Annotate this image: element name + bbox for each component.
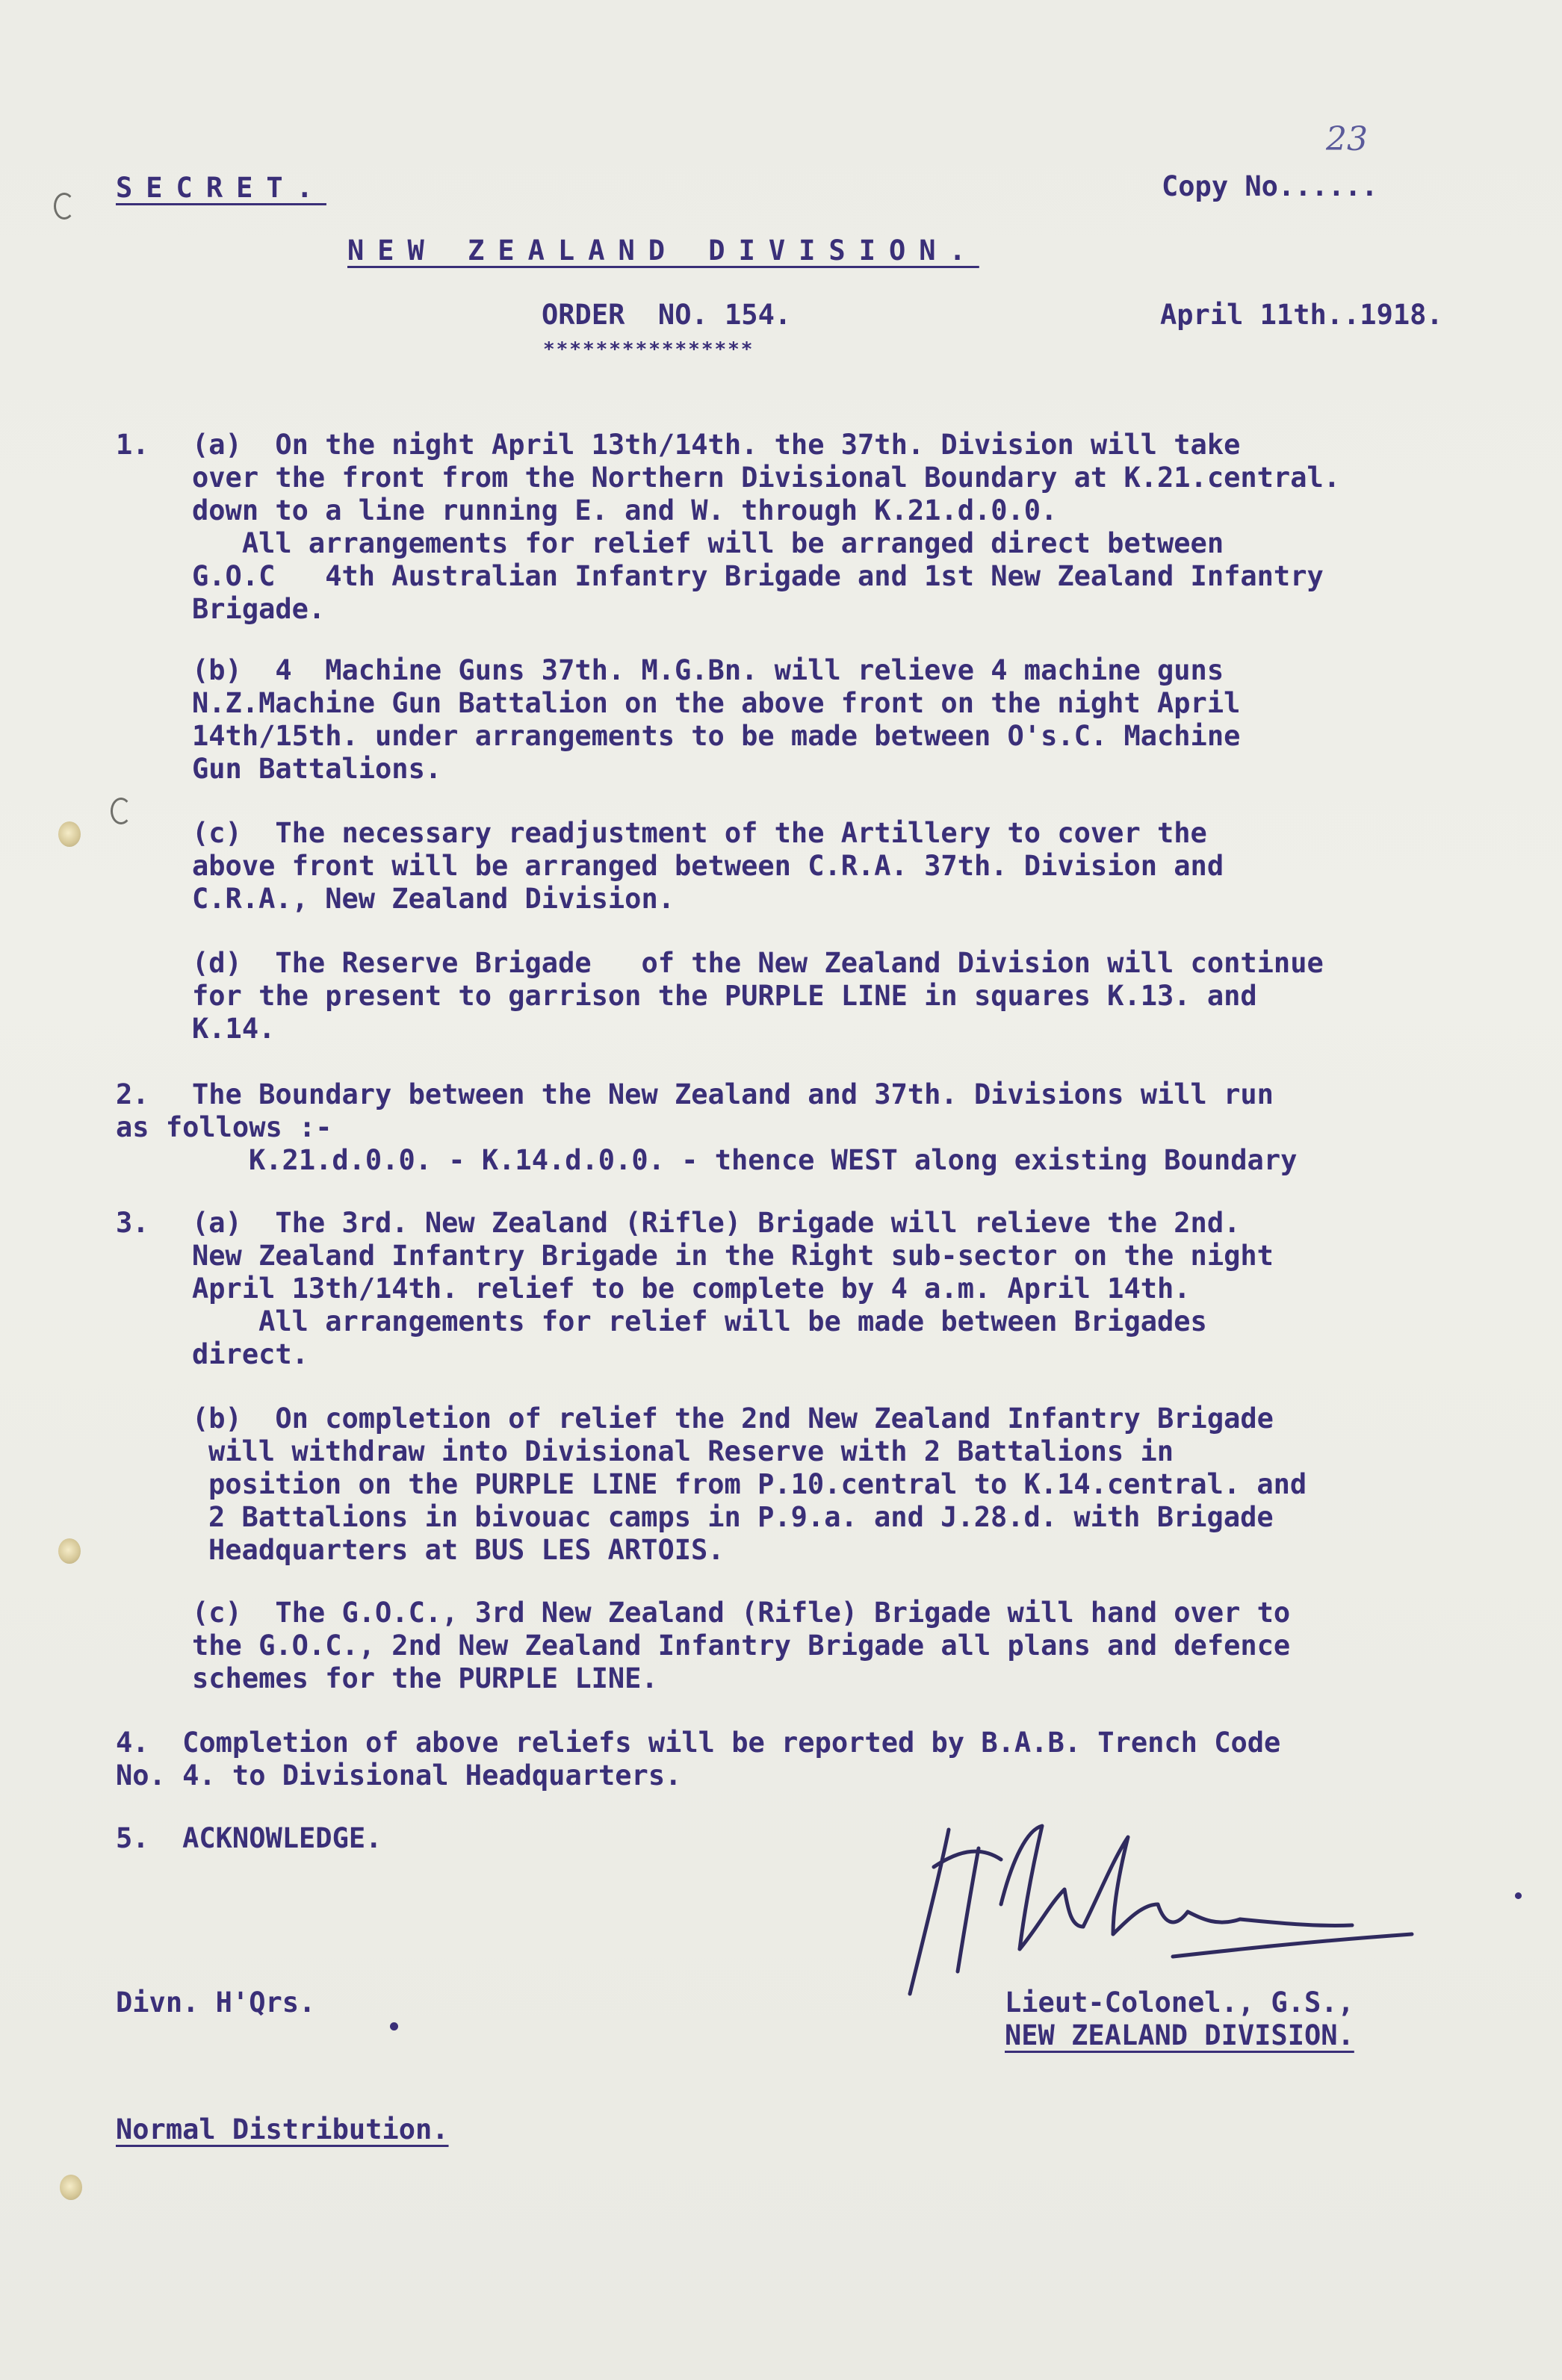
para-2-line: as follows :-	[116, 1111, 332, 1143]
para-3a-line: direct.	[192, 1338, 309, 1370]
para-3b-line: will withdraw into Divisional Reserve with 2 Battalions in	[208, 1435, 1174, 1467]
para-1a-line: G.O.C 4th Australian Infantry Brigade and 1st New Zealand Infantry	[192, 560, 1324, 592]
para-3b-line: 2 Battalions in bivouac camps in P.9.a. and J.28.d. with Brigade	[208, 1501, 1274, 1533]
para-1a-line: down to a line running E. and W. through K.21.d.0.0.	[192, 494, 1058, 526]
para-3b-line: (b) On completion of relief the 2nd New Zealand Infantry Brigade	[192, 1402, 1274, 1435]
division-title: NEW ZEALAND DIVISION.	[347, 234, 979, 267]
order-underline-stars: ****************	[543, 338, 754, 361]
para-1d-line: for the present to garrison the PURPLE LINE in squares K.13. and	[192, 980, 1257, 1012]
punch-hole-ring	[54, 193, 75, 220]
secret-heading: SECRET.	[116, 172, 326, 204]
para-3c-line: (c) The G.O.C., 3rd New Zealand (Rifle) Brigade will hand over to	[192, 1597, 1291, 1629]
para-1c-line: (c) The necessary readjustment of the Artillery to cover the	[192, 817, 1207, 849]
para-1b-line: (b) 4 Machine Guns 37th. M.G.Bn. will relieve 4 machine guns	[192, 654, 1224, 686]
para-1b-line: 14th/15th. under arrangements to be made between O's.C. Machine	[192, 720, 1241, 752]
ink-dot	[390, 2022, 398, 2031]
para-2-boundary: K.21.d.0.0. - K.14.d.0.0. - thence WEST along existing Boundary	[249, 1144, 1298, 1176]
para-2-line: The Boundary between the New Zealand and 37th. Divisions will run	[192, 1078, 1274, 1110]
copy-number-handwritten: 23	[1326, 120, 1368, 158]
para-3-number: 3.	[116, 1207, 149, 1239]
para-4-line: 4. Completion of above reliefs will be reported by B.A.B. Trench Code	[116, 1727, 1281, 1759]
para-1b-line: N.Z.Machine Gun Battalion on the above front on the night April	[192, 687, 1241, 719]
para-3c-line: the G.O.C., 2nd New Zealand Infantry Brigade all plans and defence	[192, 1629, 1291, 1662]
para-1a-line: (a) On the night April 13th/14th. the 37th. Division will take	[192, 429, 1241, 461]
para-3c-line: schemes for the PURPLE LINE.	[192, 1662, 658, 1694]
para-1c-line: above front will be arranged between C.R.A. 37th. Division and	[192, 850, 1224, 882]
signatory-rank: Lieut-Colonel., G.S.,	[1005, 1986, 1354, 2019]
punch-hole-ring	[111, 798, 131, 824]
order-date: April 11th..1918.	[1160, 299, 1443, 331]
para-1a-line: All arrangements for relief will be arranged direct between	[192, 527, 1224, 559]
para-5-acknowledge: 5. ACKNOWLEDGE.	[116, 1822, 382, 1854]
para-4-line: No. 4. to Divisional Headquarters.	[116, 1759, 682, 1792]
divisional-hq: Divn. H'Qrs.	[116, 1986, 316, 2019]
para-1c-line: C.R.A., New Zealand Division.	[192, 883, 675, 915]
signatory-unit: NEW ZEALAND DIVISION.	[1005, 2019, 1354, 2051]
punch-hole	[58, 821, 81, 847]
para-1d-line: K.14.	[192, 1013, 276, 1045]
para-3b-line: Headquarters at BUS LES ARTOIS.	[208, 1534, 725, 1566]
copy-label: Copy No......	[1162, 170, 1378, 202]
para-1-number: 1.	[116, 429, 149, 461]
para-1b-line: Gun Battalions.	[192, 753, 442, 785]
para-3a-line: April 13th/14th. relief to be complete by 4 a.m. April 14th.	[192, 1273, 1191, 1305]
para-2-number: 2.	[116, 1078, 149, 1110]
para-3a-line: (a) The 3rd. New Zealand (Rifle) Brigade will relieve the 2nd.	[192, 1207, 1241, 1239]
para-1a-line: over the front from the Northern Divisional Boundary at K.21.central.	[192, 462, 1341, 494]
ink-dot	[1515, 1892, 1522, 1899]
order-number: ORDER NO. 154.	[542, 299, 792, 331]
handwritten-signature	[889, 1815, 1427, 2009]
para-3a-line: All arrangements for relief will be made between Brigades	[192, 1305, 1207, 1337]
punch-hole	[60, 2175, 82, 2200]
para-1d-line: (d) The Reserve Brigade of the New Zealand Division will continue	[192, 947, 1324, 979]
para-1a-line: Brigade.	[192, 593, 326, 625]
distribution-note: Normal Distribution.	[116, 2113, 449, 2146]
punch-hole	[58, 1538, 81, 1564]
para-3a-line: New Zealand Infantry Brigade in the Right sub-sector on the night	[192, 1240, 1274, 1272]
para-3b-line: position on the PURPLE LINE from P.10.central to K.14.central. and	[208, 1468, 1307, 1500]
